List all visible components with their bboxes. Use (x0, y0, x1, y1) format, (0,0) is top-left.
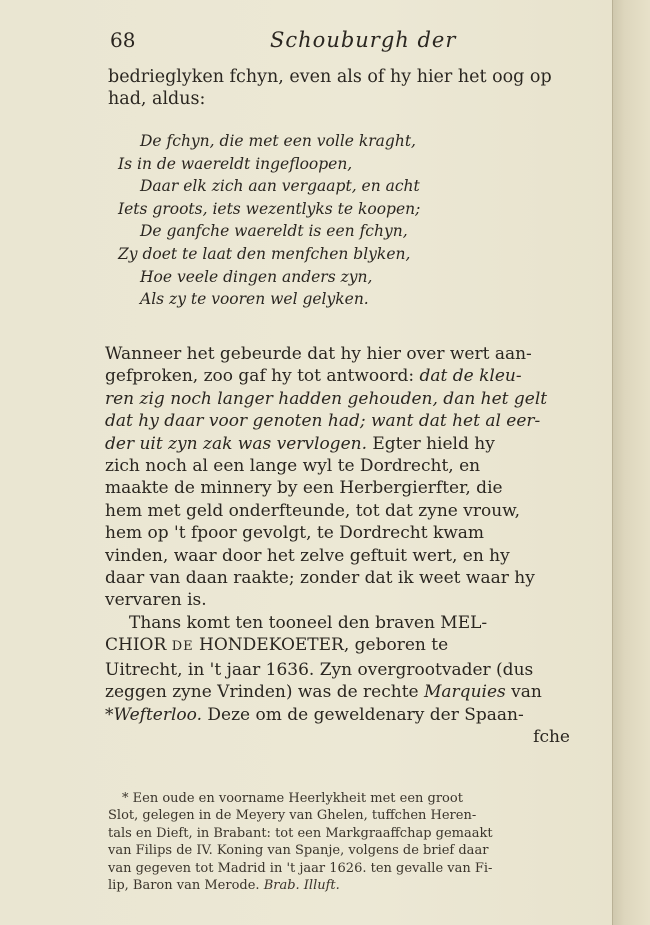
text-line (105, 681, 570, 703)
footnote-line: van Filips de IV. Koning van Spanje, volgens de brief daar (108, 843, 489, 859)
text-run: zeggen zyne Vrinden) was de rechte (105, 682, 419, 703)
intro-text (108, 66, 570, 110)
text-line: daar van daan raakte; zonder dat ik weet waar hy (105, 568, 535, 589)
italic-text: der uit zyn zak was vervlogen. (105, 433, 367, 454)
poem-line: Als zy te vooren wel gelyken. (140, 290, 369, 309)
text-line: zich noch al een lange wyl te Dordrecht, en (105, 456, 481, 477)
italic-text: Marquies (424, 682, 506, 703)
text-run: Deze om de geweldenary der Spaan- (207, 704, 524, 725)
footnote-line: van gegeven tot Madrid in 't jaar 1626. ten gevalle van Fi- (108, 860, 493, 876)
text-line: vervaren is. (105, 590, 207, 611)
poem-line: De fchyn, die met een volle kraght, (140, 132, 416, 150)
footnote-line: tals en Dieft, in Brabant: tot een Markgraaffchap gemaakt (108, 825, 493, 841)
text-line: had, aldus: (108, 89, 206, 109)
poem-line: Daar elk zich aan vergaapt, en acht (140, 177, 420, 196)
poem-line: Is in de waereldt ingefloopen, (118, 154, 353, 173)
text-run: gefproken, zoo gaf hy tot antwoord: (105, 366, 415, 387)
text-run: van (511, 682, 542, 703)
text-line: hem op 't fpoor gevolgt, te Dordrecht kwam (105, 523, 485, 544)
text-line: Thans komt ten tooneel den braven MEL- (129, 612, 488, 633)
poem-line: Iets groots, iets wezentlyks te koopen; (118, 199, 421, 218)
footnote-line (108, 877, 570, 894)
poem-line: Hoe veele dingen anders zyn, (140, 267, 373, 286)
running-title: Schouburgh der (270, 28, 457, 52)
main-text (105, 343, 570, 748)
italic-text: Brab. Illuft. (263, 878, 340, 894)
poem-line: De ganfche waereldt is een fchyn, (140, 222, 408, 241)
page-edge (612, 0, 650, 925)
text-run: lip, Baron van Merode. (108, 878, 260, 894)
text-line: vinden, waar door het zelve geftuit wert, en hy (105, 545, 510, 566)
catchword: fche (533, 726, 570, 747)
footnote (108, 790, 570, 894)
text-line: Wanneer het gebeurde dat hy hier over wert aan- (105, 344, 532, 364)
name-particle: DE (171, 639, 194, 655)
italic-line: ren zig noch langer hadden gehouden, dan het gelt (105, 388, 548, 409)
text-run: HONDEKOETER, geboren te (199, 635, 449, 656)
italic-text: Wefterloo. (113, 704, 202, 725)
footnote-line: * Een oude en voorname Heerlykheit met een groot (122, 791, 463, 806)
text-line (105, 634, 570, 658)
footnote-marker: * (105, 704, 114, 725)
name-part: CHIOR (105, 635, 167, 656)
text-line: Uitrecht, in 't jaar 1636. Zyn overgrootvader (dus (105, 659, 534, 680)
italic-text: dat de kleu- (419, 366, 522, 387)
text-line (105, 365, 570, 387)
text-line: bedrieglyken fchyn, even als of hy hier het oog op (108, 67, 552, 87)
text-line: hem met geld onderfteunde, tot dat zyne vrouw, (105, 500, 521, 521)
page-header (110, 28, 570, 58)
footnote-line: Slot, gelegen in de Meyery van Ghelen, tuffchen Heren- (108, 808, 477, 824)
poem-line: Zy doet te laat den menfchen blyken, (118, 244, 411, 263)
italic-line: dat hy daar voor genoten had; want dat het al eer- (105, 411, 541, 432)
text-line (105, 704, 570, 726)
text-line (105, 433, 570, 455)
text-run: Egter hield hy (372, 433, 495, 454)
page-number: 68 (110, 28, 136, 52)
text-line: maakte de minnery by een Herbergierfter, die (105, 478, 503, 499)
poem (118, 130, 538, 311)
